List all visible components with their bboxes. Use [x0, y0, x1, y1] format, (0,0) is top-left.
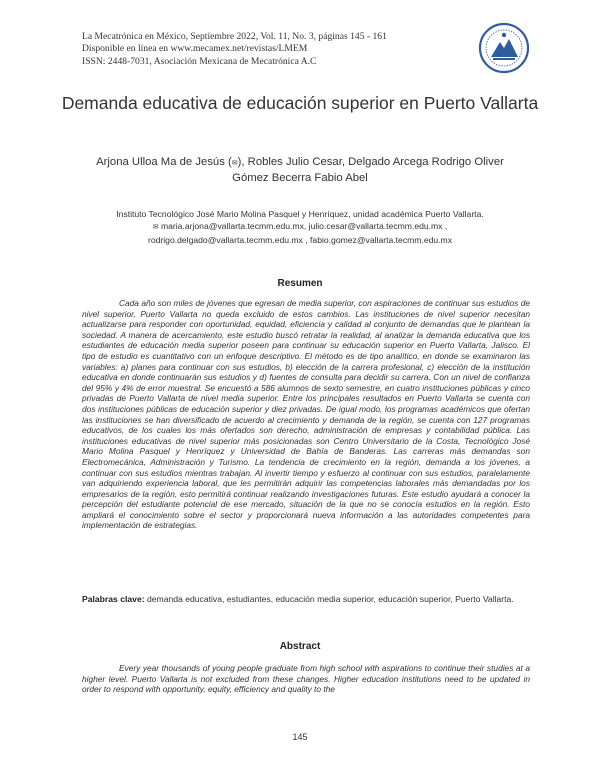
affiliation — [70, 208, 530, 246]
emails-line-1: maria.arjona@vallarta.tecmm.edu.mx, julio.cesar@vallarta.tecmm.edu.mx , — [160, 221, 448, 231]
abstract-text: Every year thousands of young people graduate from high school with aspirations to continue their studies at a higher level. Puerto Vallarta is not excluded from these changes. Higher education institutions need to be updated in order to respond with opportunity, equity, efficiency and quality to the — [82, 663, 530, 695]
page-number: 145 — [292, 732, 308, 742]
paper-title: Demanda educativa de educación superior en Puerto Vallarta — [61, 93, 539, 113]
authors-line-2: Gómez Becerra Fabio Abel — [232, 172, 368, 184]
authors-line-1-suffix: ), Robles Julio Cesar, Delgado Arcega Rodrigo Oliver — [237, 156, 504, 168]
journal-issn: ISSN: 2448-7031, Asociación Mexicana de Mecatrónica A.C — [82, 55, 317, 67]
keywords-label: Palabras clave: — [82, 594, 145, 604]
association-logo-icon — [478, 22, 530, 74]
journal-citation: La Mecatrónica en México, Septiembre 2022, Vol. 11, No. 3, páginas 145 - 161 — [82, 31, 387, 42]
envelope-icon: ✉ — [152, 224, 159, 231]
keywords-paragraph — [82, 594, 530, 605]
resumen-text: Cada año son miles de jóvenes que egresan de media superior, con aspiraciones de continuar sus estudios de nivel superior, Puerto Vallarta no queda excluido de estos cambios. Las instituciones de nivel superior necesitan actualizarse para responder con oportunidad, equidad, eficiencia y calidad al conjunto de demandas que le plantean la sociedad. A manera de acercamiento, este estudio buscó retratar la realidad, al analizar la demanda educativa que los estudiantes de educación media superior poseen para continuar su educación superior en Puerto Vallarta, Jalisco. El tipo de estudio es cuantitativo con un enfoque descriptivo. El método es de tipo analítico, en donde se examinaron las variables: a) planes para continuar con sus estudios, b) elección de la carrera profesional, c) elección de la institución educativa en donde continuarán sus estudios y d) fuentes de consulta para decidir su carrera. Con un nivel de confianza del 95% y 4% de error muestral. Se encuestó a 586 alumnos de sexto semestre, en cuatro instituciones públicas y cinco privadas de Puerto Vallarta de nivel media superior. Entre los principales resultados en Puerto Vallarta se cuenta con dos instituciones públicas de educación superior y diez privadas. De igual modo, los programas académicos que ofertan las instituciones se han diversificado de acuerdo al crecimiento y demanda de la región, se cuenta con 127 programas educativos, de los cuales los más ofertados son derecho, administración de empresas y contabilidad pública. Las instituciones educativas de nivel superior más posicionadas son Centro Universitario de la Costa, Tecnológico José Mario Molina Pasquel y Henríquez y Universidad de Bahía de Banderas. Las carreras más demandas son Electromecánica, Administración y Turismo. La tendencia de crecimiento en la región, demanda a los jóvenes, a continuar con sus estudios mientras trabajan. Al invertir tiempo y esfuerzo al continuar con sus estudios, paralelamente van adquiriendo experiencia laboral, que les permitirán adquirir las competencias laborales más demandadas por los empresarios de la región, esto permitirá continuar realizando investigaciones futuras. Este estudio ayudará a conocer la percepción del estudiante potencial de ese mercado, situación de la que no se conocía estudios en la región. Esto ampliará el conocimiento sobre el sector y proporcionará nueva información a las autoridades competentes para implementación de estrategias. — [82, 298, 530, 531]
keywords-text: demanda educativa, estudiantes, educación media superior, educación superior, Puerto Vallarta. — [144, 594, 514, 604]
abstract-heading: Abstract — [279, 641, 321, 652]
affiliation-institute: Instituto Tecnológico José Mario Molina Pasquel y Henríquez, unidad académica Puerto Vallarta. — [116, 209, 484, 219]
emails-line-2: rodrigo.delgado@vallarta.tecmm.edu.mx , fabio.gomez@vallarta.tecmm.edu.mx — [147, 235, 453, 245]
resumen-heading: Resumen — [277, 278, 323, 289]
journal-header — [82, 31, 482, 68]
affiliation-emails-1 — [70, 220, 530, 234]
journal-availability: Disponible en línea en www.mecamex.net/revistas/LMEM — [82, 43, 308, 55]
author-list — [60, 155, 540, 186]
envelope-icon: ✉ — [231, 160, 238, 167]
authors-line-1-prefix: Arjona Ulloa Ma de Jesús ( — [96, 156, 232, 168]
authors-line-1 — [60, 155, 540, 171]
